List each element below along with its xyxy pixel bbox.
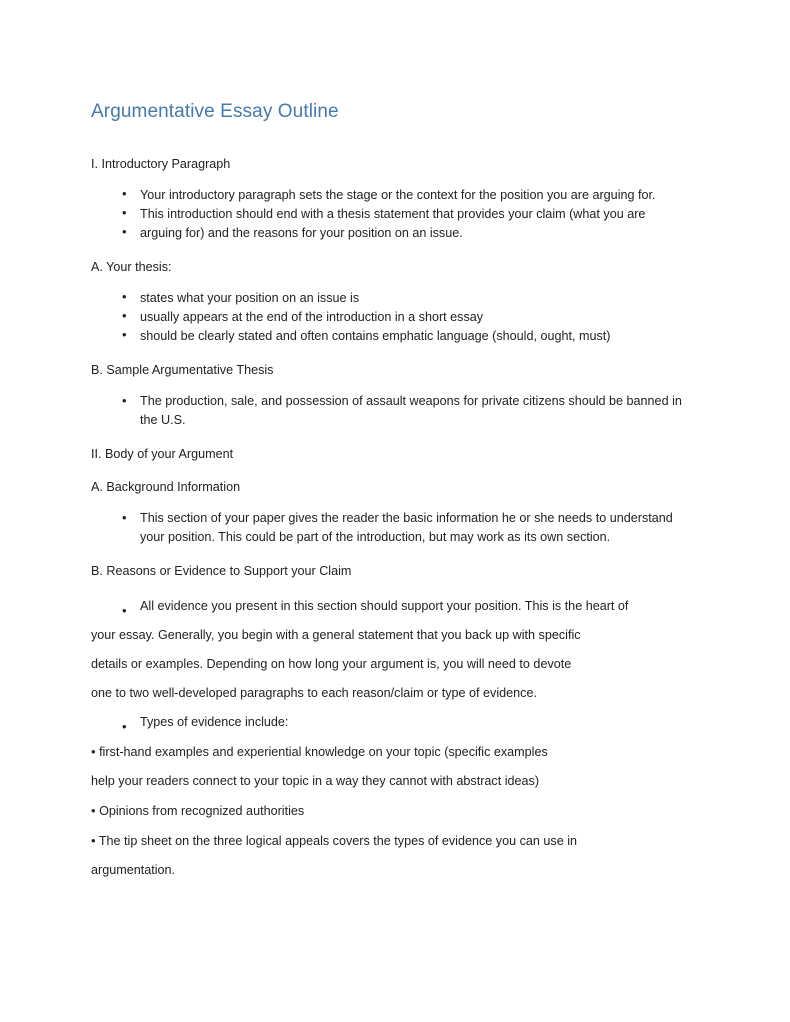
inline-bullet-item	[91, 796, 691, 826]
section-heading-reasons-or-evidence: B. Reasons or Evidence to Support your Claim	[91, 564, 352, 578]
spacer	[91, 496, 691, 509]
spacer	[91, 580, 691, 592]
list-item: • usually appears at the end of the introduction in a short essay	[91, 308, 691, 326]
evidence-flow-line: one to two well-developed paragraphs to each reason/claim or type of evidence.	[91, 686, 537, 700]
spacer	[91, 346, 691, 362]
inline-bullet-continuation: argumentation.	[91, 863, 176, 877]
inline-bullet-text: Opinions from recognized authorities	[99, 804, 305, 818]
section-heading-sample-thesis: B. Sample Argumentative Thesis	[91, 363, 274, 377]
page-title: Argumentative Essay Outline	[91, 101, 339, 122]
bullet-list-types-of-evidence	[91, 708, 691, 737]
spacer	[91, 243, 691, 259]
evidence-flow-line: your essay. Generally, you begin with a general statement that you back up with specific	[91, 628, 581, 642]
inline-bullet-continuation: help your readers connect to your topic in a way they cannot with abstract ideas)	[91, 774, 540, 788]
inline-bullet-text: The tip sheet on the three logical appeals covers the types of evidence you can use in	[98, 834, 578, 848]
bullet-list-your-thesis	[91, 289, 691, 345]
spacer	[91, 173, 691, 186]
list-item: • arguing for) and the reasons for your position on an issue.	[91, 224, 691, 242]
inline-bullet-item	[91, 737, 691, 767]
bullet-list-background-information	[91, 509, 691, 547]
spacer	[91, 430, 691, 446]
list-item: • Your introductory paragraph sets the stage or the context for the position you are arguing for.	[91, 186, 691, 204]
bullet-icon: •	[91, 744, 96, 759]
section-heading-intro-paragraph: I. Introductory Paragraph	[91, 157, 231, 171]
list-item: • Types of evidence include:	[91, 708, 691, 737]
section-heading-background-information: A. Background Information	[91, 480, 241, 494]
inline-bullet-text: first-hand examples and experiential knowledge on your topic (specific examples	[99, 745, 548, 759]
list-item: • The production, sale, and possession of assault weapons for private citizens should be banned in the U.S.	[91, 392, 691, 430]
list-item: • All evidence you present in this section should support your position. This is the heart of	[91, 592, 691, 621]
spacer	[91, 379, 691, 392]
inline-bullet-item	[91, 826, 691, 856]
list-item: • should be clearly stated and often contains emphatic language (should, ought, must)	[91, 327, 691, 345]
spacer	[91, 276, 691, 289]
bullet-list-intro-paragraph	[91, 186, 691, 242]
spacer	[91, 463, 691, 479]
bullet-list-evidence-lead	[91, 592, 691, 621]
bullet-list-sample-thesis	[91, 392, 691, 430]
spacer	[91, 547, 691, 563]
evidence-flow-line: details or examples. Depending on how long your argument is, you will need to devote	[91, 657, 572, 671]
section-heading-your-thesis: A. Your thesis:	[91, 260, 172, 274]
bullet-icon: •	[91, 833, 96, 848]
bullet-icon: •	[91, 803, 96, 818]
list-item: • This section of your paper gives the reader the basic information he or she needs to understand your position. This could be part of the introduction, but may work as its own section.	[91, 509, 691, 547]
section-heading-body-of-argument: II. Body of your Argument	[91, 447, 234, 461]
document-content	[91, 100, 691, 885]
list-item: • states what your position on an issue is	[91, 289, 691, 307]
list-item: • This introduction should end with a thesis statement that provides your claim (what you are	[91, 205, 691, 223]
